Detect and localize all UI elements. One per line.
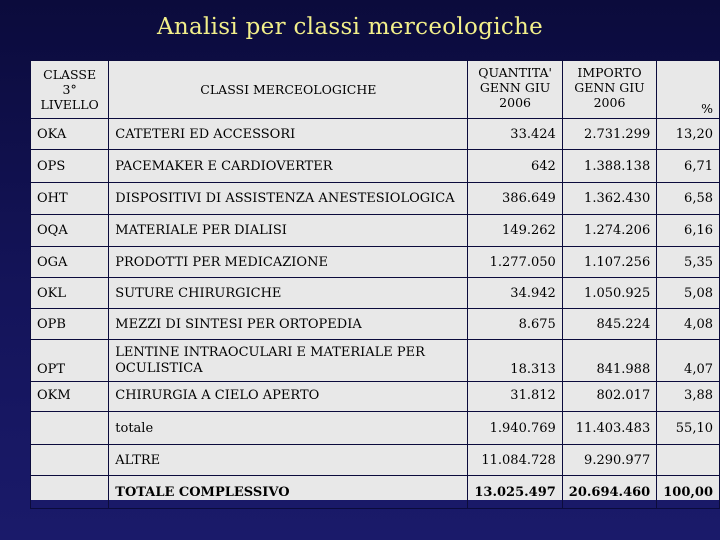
totale-qty: 1.940.769 [468, 412, 562, 445]
data-table-panel [30, 60, 720, 500]
row-desc: DISPOSITIVI DI ASSISTENZA ANESTESIOLOGICA [109, 183, 468, 215]
header-importo-line3: 2006 [593, 95, 626, 110]
row-desc: SUTURE CHIRURGICHE [109, 278, 468, 309]
altre-imp: 9.290.977 [562, 445, 656, 476]
header-quantita-line1: QUANTITA' [478, 65, 552, 80]
row-imp: 1.274.206 [562, 215, 656, 247]
header-importo-line2: GENN GIU [574, 80, 645, 95]
header-percent: % [657, 61, 720, 119]
row-desc: CATETERI ED ACCESSORI [109, 119, 468, 150]
row-imp: 845.224 [562, 309, 656, 340]
header-classe-line2: 3° [62, 82, 77, 97]
complessivo-imp: 20.694.460 [562, 476, 656, 509]
row-pct: 6,58 [657, 183, 720, 215]
table-row [31, 119, 720, 150]
page-title: Analisi per classi merceologiche [156, 14, 544, 40]
totale-row [31, 412, 720, 445]
row-code: OKM [31, 382, 109, 412]
header-classe [31, 61, 109, 119]
altre-qty: 11.084.728 [468, 445, 562, 476]
row-code: OKL [31, 278, 109, 309]
data-table [30, 60, 720, 509]
altre-label: ALTRE [109, 445, 468, 476]
row-desc: MATERIALE PER DIALISI [109, 215, 468, 247]
altre-pct [657, 445, 720, 476]
row-imp: 1.050.925 [562, 278, 656, 309]
row-qty: 18.313 [468, 340, 562, 382]
row-qty: 386.649 [468, 183, 562, 215]
row-code: OPT [31, 340, 109, 382]
table-row [31, 309, 720, 340]
row-pct: 13,20 [657, 119, 720, 150]
row-imp: 841.988 [562, 340, 656, 382]
complessivo-qty: 13.025.497 [468, 476, 562, 509]
row-imp: 802.017 [562, 382, 656, 412]
row-imp: 1.388.138 [562, 150, 656, 183]
totale-pct: 55,10 [657, 412, 720, 445]
row-desc: CHIRURGIA A CIELO APERTO [109, 382, 468, 412]
row-pct: 5,35 [657, 247, 720, 278]
row-code: OQA [31, 215, 109, 247]
row-qty: 8.675 [468, 309, 562, 340]
row-qty: 31.812 [468, 382, 562, 412]
header-classe-line3: LIVELLO [40, 97, 99, 112]
row-qty: 33.424 [468, 119, 562, 150]
totale-label: totale [109, 412, 468, 445]
complessivo-row [31, 476, 720, 509]
header-quantita-line3: 2006 [499, 95, 531, 110]
row-pct: 6,71 [657, 150, 720, 183]
altre-code [31, 445, 109, 476]
totale-code [31, 412, 109, 445]
complessivo-code [31, 476, 109, 509]
altre-row [31, 445, 720, 476]
row-qty: 1.277.050 [468, 247, 562, 278]
table-row [31, 278, 720, 309]
header-quantita [468, 61, 562, 119]
row-pct: 3,88 [657, 382, 720, 412]
row-code: OKA [31, 119, 109, 150]
header-classe-line1: CLASSE [43, 67, 97, 82]
row-qty: 34.942 [468, 278, 562, 309]
header-importo [562, 61, 656, 119]
row-code: OHT [31, 183, 109, 215]
row-desc: PACEMAKER E CARDIOVERTER [109, 150, 468, 183]
row-pct: 5,08 [657, 278, 720, 309]
row-desc: PRODOTTI PER MEDICAZIONE [109, 247, 468, 278]
row-code: OGA [31, 247, 109, 278]
header-classi: CLASSI MERCEOLOGICHE [109, 61, 468, 119]
row-desc: LENTINE INTRAOCULARI E MATERIALE PER OCULISTICA [109, 340, 468, 382]
row-imp: 1.362.430 [562, 183, 656, 215]
table-row [31, 183, 720, 215]
row-qty: 149.262 [468, 215, 562, 247]
row-imp: 1.107.256 [562, 247, 656, 278]
row-pct: 4,07 [657, 340, 720, 382]
table-row [31, 340, 720, 382]
row-code: OPB [31, 309, 109, 340]
row-pct: 4,08 [657, 309, 720, 340]
row-imp: 2.731.299 [562, 119, 656, 150]
table-row [31, 382, 720, 412]
header-quantita-line2: GENN GIU [479, 80, 551, 95]
row-qty: 642 [468, 150, 562, 183]
complessivo-pct: 100,00 [657, 476, 720, 509]
totale-imp: 11.403.483 [562, 412, 656, 445]
header-row [31, 61, 720, 119]
table-row [31, 215, 720, 247]
header-importo-line1: IMPORTO [577, 65, 642, 80]
row-code: OPS [31, 150, 109, 183]
row-pct: 6,16 [657, 215, 720, 247]
complessivo-label: TOTALE COMPLESSIVO [109, 476, 468, 509]
row-desc: MEZZI DI SINTESI PER ORTOPEDIA [109, 309, 468, 340]
table-row [31, 247, 720, 278]
table-row [31, 150, 720, 183]
